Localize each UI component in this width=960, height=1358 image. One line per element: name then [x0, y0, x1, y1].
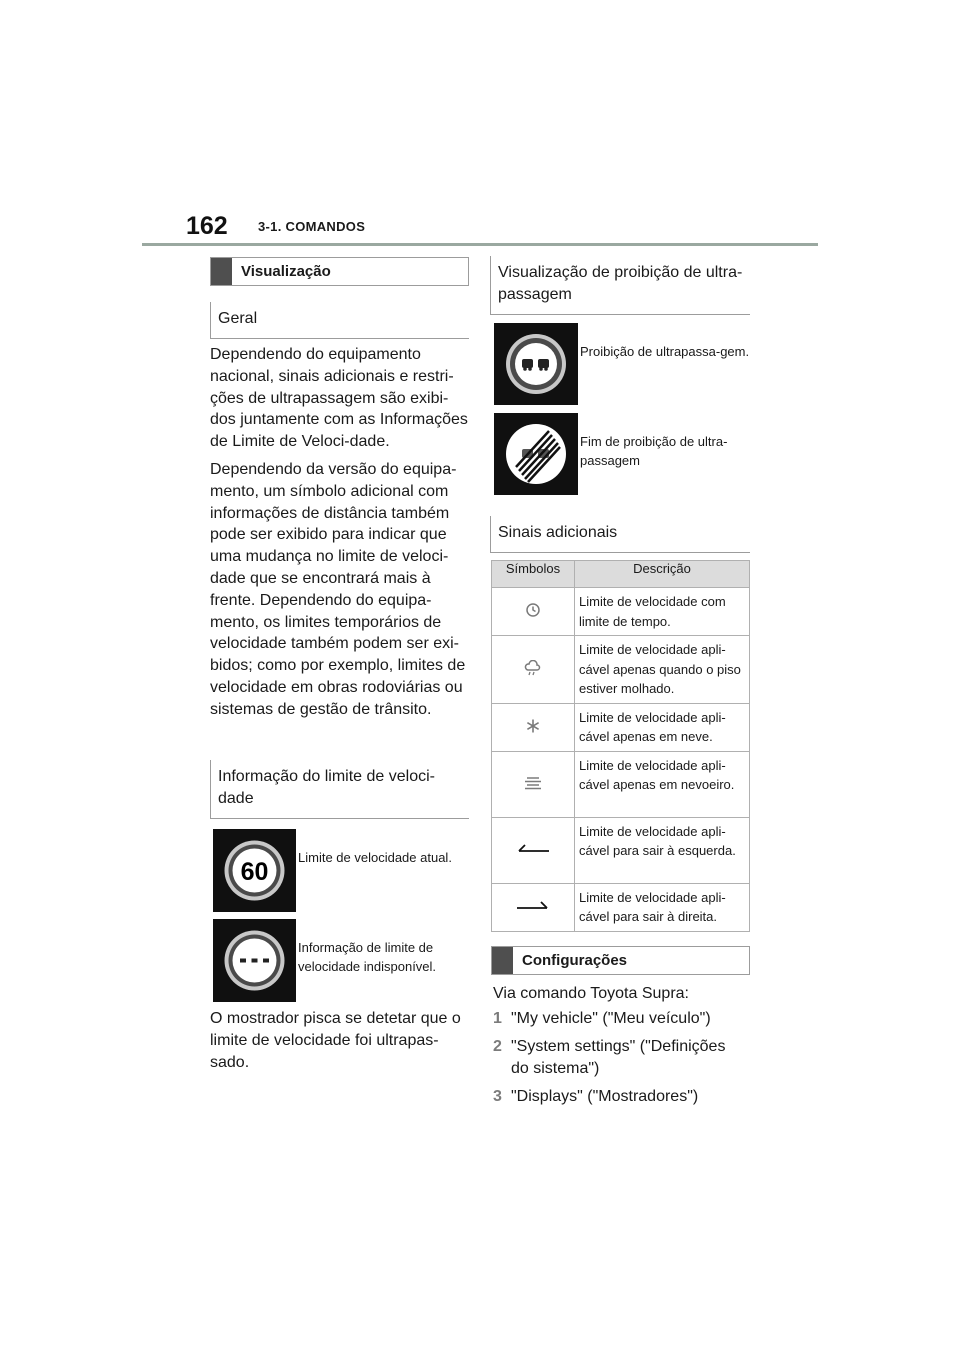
- sign-unavailable-caption: Informação de limite de velocidade indisponível.: [298, 940, 437, 974]
- visualizacao-heading: Visualização: [241, 263, 331, 280]
- clock-icon: [492, 588, 575, 636]
- step-text: "Displays" ("Mostradores"): [511, 1088, 699, 1105]
- step-text: "My vehicle" ("Meu veículo"): [511, 1010, 711, 1027]
- via-text: Via comando Toyota Supra:: [493, 985, 689, 1002]
- step-number: 2: [493, 1038, 502, 1055]
- table-row: [492, 817, 750, 883]
- overtaking-heading: Visualização de proibição de ultra-passagem: [490, 256, 750, 315]
- row-description: Limite de velocidade apli-cável para sair à direita.: [575, 883, 750, 931]
- table-row: [492, 703, 750, 751]
- description-column-header: Descrição: [575, 561, 750, 588]
- symbols-column-header: Símbolos: [492, 561, 575, 588]
- table-row: [492, 751, 750, 817]
- end-no-overtaking-sign: [494, 413, 578, 495]
- step-text: "System settings" ("Definições do sistema"): [511, 1038, 726, 1077]
- config-heading-box: [491, 946, 750, 975]
- page-number: 162: [186, 212, 228, 240]
- speed-limit-60-sign: [213, 829, 296, 912]
- header-rule: [142, 243, 818, 246]
- arrow-left-icon: [492, 817, 575, 883]
- visualizacao-heading-box: [210, 257, 469, 286]
- table-header-row: [492, 561, 750, 588]
- row-description: Limite de velocidade apli-cável apenas em neve.: [575, 703, 750, 751]
- snowflake-icon: [492, 703, 575, 751]
- table-row: [492, 636, 750, 704]
- additional-signs-heading: Sinais adicionais: [490, 516, 750, 553]
- body-paragraphs: [210, 344, 468, 727]
- section-title: 3-1. COMANDOS: [258, 219, 366, 234]
- additional-signs-table: [491, 560, 750, 932]
- heading-tab: [492, 947, 513, 974]
- heading-tab: [211, 258, 232, 285]
- no-overtaking-sign: [494, 323, 578, 405]
- row-description: Limite de velocidade apli-cável para sair à esquerda.: [575, 817, 750, 883]
- info-limit-heading: Informação do limite de veloci-dade: [210, 760, 469, 819]
- table-row: [492, 588, 750, 636]
- paragraph-1: Dependendo do equipamento nacional, sinais adicionais e restri-ções de ultrapassagem são exibi-dos juntamente com as Informações de Limite de Veloci-dade.: [210, 346, 468, 451]
- row-description: Limite de velocidade com limite de tempo.: [575, 588, 750, 636]
- no-overtaking-caption: Proibição de ultrapassa-gem.: [580, 344, 750, 359]
- row-description: Limite de velocidade apli-cável apenas quando o piso estiver molhado.: [575, 636, 750, 704]
- step-1: [493, 1008, 753, 1030]
- geral-heading: Geral: [210, 302, 469, 339]
- table-row: [492, 883, 750, 931]
- row-description: Limite de velocidade apli-cável apenas em nevoeiro.: [575, 751, 750, 817]
- step-3: [493, 1086, 753, 1108]
- fog-icon: [492, 751, 575, 817]
- step-number: 3: [493, 1088, 502, 1105]
- step-2: [493, 1036, 753, 1080]
- sign-60-caption: Limite de velocidade atual.: [298, 850, 452, 865]
- paragraph-2: Dependendo da versão do equipa-mento, um símbolo adicional com informações de distância também pode ser exibido para indicar que uma mudança no limite de veloci-dade que se encontrará mais à frente. Dependendo do equipa-mento, os limites temporários de velocidade também podem ser exi-bidos; como por exemplo, limites de velocidade em obras rodoviárias ou sistemas de gestão de trânsito.: [210, 460, 466, 718]
- arrow-right-icon: [492, 883, 575, 931]
- step-number: 1: [493, 1010, 502, 1027]
- config-heading: Configurações: [522, 952, 628, 969]
- rain-cloud-icon: [492, 636, 575, 704]
- speed-limit-unavailable-sign: [213, 919, 296, 1002]
- closing-paragraph: O mostrador pisca se detetar que o limite de velocidade foi ultrapas-sado.: [210, 1010, 461, 1071]
- speed-limit-number: 60: [240, 858, 269, 886]
- end-no-overtaking-caption: Fim de proibição de ultra-passagem: [580, 434, 728, 468]
